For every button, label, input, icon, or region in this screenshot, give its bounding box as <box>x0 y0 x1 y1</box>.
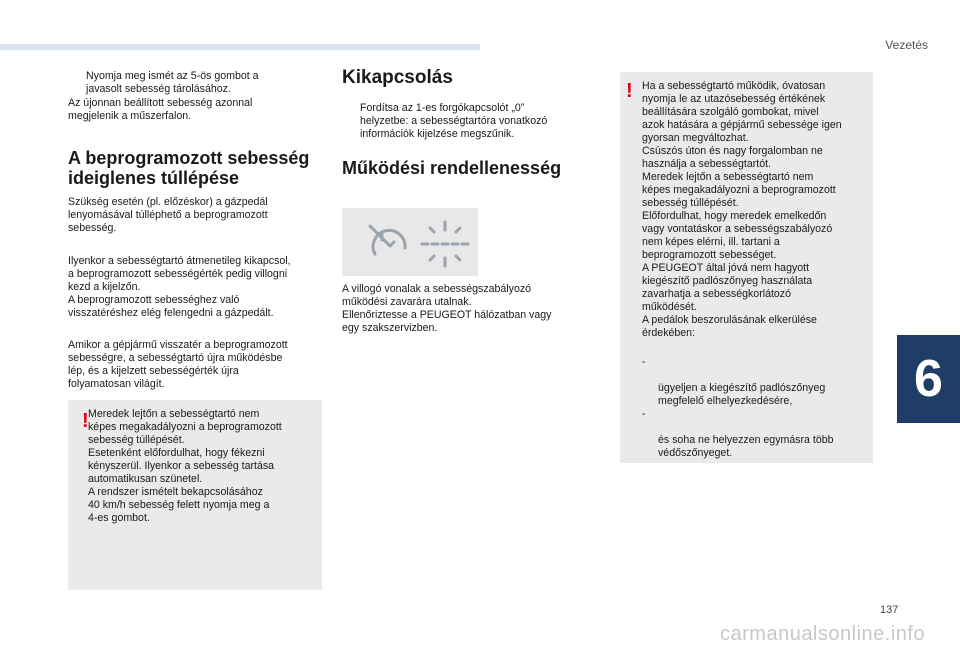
override-para-3: Amikor a gépjármű visszatér a beprogramozott sebességre, a sebességtartó újra működésbe lép, és a kijelzett sebességérték újra folyamatosan világít. <box>68 339 288 390</box>
chapter-tab: 6 <box>897 335 960 423</box>
warning-box-right <box>620 72 873 463</box>
warning-icon: ! <box>82 410 89 432</box>
speedometer-off-icon <box>342 208 478 276</box>
fault-text: A villogó vonalak a sebességszabályozó működési zavarára utalnak. Ellenőriztesse a PEUGEOT hálózatban vagy egy szakszervizben. <box>342 283 552 334</box>
list-item-text: ügyeljen a kiegészítő padlószőnyeg megfelelő elhelyezkedésére, <box>658 382 826 407</box>
override-para-1: Szükség esetén (pl. előzéskor) a gázpedál lenyomásával túlléphető a beprogramozott sebesség. <box>68 196 268 234</box>
off-bullet <box>342 102 602 141</box>
list-dash: - <box>642 356 646 368</box>
fault-indicator-image <box>342 208 478 276</box>
warning-text-right: Ha a sebességtartó működik, óvatosan nyomja le az utazósebesség értékének beállítására szolgáló gombokat, mivel azok hatására a gépjármű sebessége igen gyorsan megváltozhat. Csúszós úton és nagy forgalomban ne használja a sebességtartót. Meredek lejtőn a sebességtartó nem képes megakadályozni a beprogramozott sebesség túllépését. Előfordulhat, hogy meredek emelkedőn vagy vontatáskor a sebességszabályozó nem képes elérni, ill. tartani a beprogramozott sebességet. A PEUGEOT által jóvá nem hagyott kiegészítő padlószőnyeg használata zavarhatja a sebességkorlátozó működését. A pedálok beszorulásának elkerülése érdekében: <box>642 80 842 339</box>
watermark: carmanualsonline.info <box>720 623 926 645</box>
heading-fault: Működési rendellenesség <box>342 158 562 178</box>
warning-text-left: Meredek lejtőn a sebességtartó nem képes megakadályozni a beprogramozott sebesség túllépését. Esetenként előfordulhat, hogy fékezni kényszerül. Ilyenkor a sebesség tartása automatikusan szünetel. A rendszer ismételt bekapcsolásához 40 km/h sebesség felett nyomja meg a 4-es gombot. <box>88 408 282 524</box>
warning-icon: ! <box>626 80 633 102</box>
list-dash: - <box>642 408 646 420</box>
list-item <box>642 408 872 460</box>
pedal-precaution-list <box>642 356 872 460</box>
off-bullet-text: Fordítsa az 1-es forgókapcsolót „0” helyzetbe: a sebességtartóra vonatkozó információk kijelzése megszűnik. <box>360 102 548 140</box>
intro-bullet-text: Nyomja meg ismét az 5-ös gombot a javasolt sebesség tárolásához. <box>86 70 259 95</box>
override-para-2: Ilyenkor a sebességtartó átmenetileg kikapcsol, a beprogramozott sebességérték pedig villogni kezd a kijelzőn. A beprogramozott sebességhez való visszatéréshez elég felengedni a gázpedált. <box>68 255 291 319</box>
list-item <box>642 356 872 408</box>
warning-box-left <box>68 400 322 590</box>
header-accent-bar <box>0 44 480 50</box>
intro-bullet <box>68 70 328 96</box>
intro-text: Az újonnan beállított sebesség azonnal megjelenik a műszerfalon. <box>68 97 253 122</box>
heading-off: Kikapcsolás <box>342 67 453 88</box>
page-number: 137 <box>880 604 899 616</box>
list-item-text: és soha ne helyezzen egymásra több védőszőnyeget. <box>658 434 834 459</box>
heading-override: A beprogramozott sebesség ideiglenes túllépése <box>68 148 310 188</box>
section-title: Vezetés <box>885 38 928 52</box>
